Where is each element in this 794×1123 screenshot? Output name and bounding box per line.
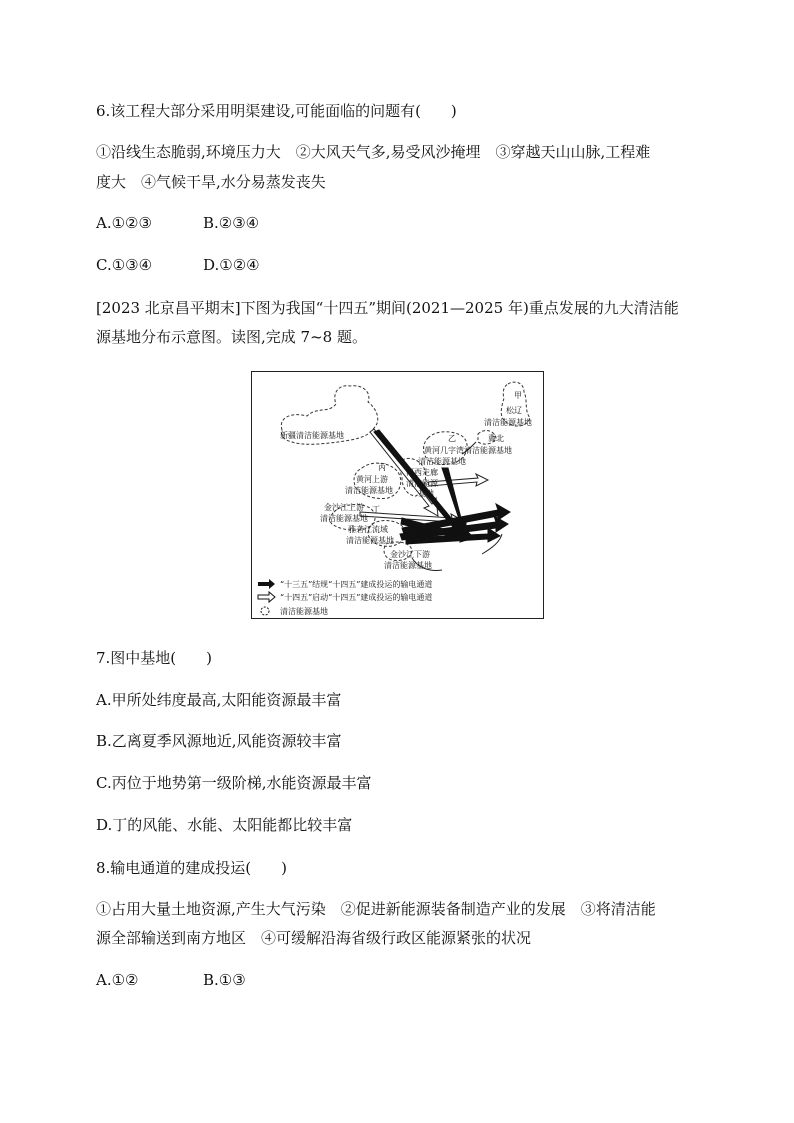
legend-solid-arrow-icon [258, 579, 275, 589]
question-6-options-row1 [96, 213, 310, 233]
label-jinsha-upper-base: 清洁能源基地 [320, 514, 368, 523]
question-6-option-b[interactable]: B.②③④ [203, 214, 260, 232]
label-hexi-base1: 清洁能源 [406, 479, 438, 488]
label-hexi: 河西走廊 [406, 468, 438, 477]
question-7-option-a[interactable]: A.甲所处纬度最高,太阳能资源最丰富 [96, 691, 342, 709]
question-6-option-a[interactable]: A.①②③ [96, 214, 152, 232]
question-8-options-row1 [96, 970, 310, 990]
label-yi: 乙 [448, 434, 456, 443]
legend-hollow-arrow-icon [258, 592, 275, 602]
label-ding: 丁 [372, 505, 380, 514]
label-jinsha-lower: 金沙江下游 [390, 550, 430, 559]
label-yalong-base: 清洁能源基地 [346, 536, 394, 545]
question-6-option-d[interactable]: D.①②④ [203, 256, 260, 274]
legend-base-icon [261, 607, 269, 615]
legend-hollow-arrow-label: “十四五”启动“十四五”建成投运的输电通道 [280, 593, 433, 602]
label-xinjiang-base: 新疆清洁能源基地 [280, 431, 344, 440]
label-jia: 甲 [514, 391, 522, 400]
question-7-option-d[interactable]: D.丁的风能、水能、太阳能都比较丰富 [96, 816, 353, 834]
label-huanghe-jizi: 黄河几字湾清洁能源基地 [424, 446, 512, 455]
question-6-statements-line2: 度大 ④气候干旱,水分易蒸发丧失 [96, 173, 326, 191]
question-8-statements-line1: ①占用大量土地资源,产生大气污染 ②促进新能源装备制造产业的发展 ③将清洁能 [96, 900, 656, 918]
question-7-option-b[interactable]: B.乙离夏季风源地近,风能资源较丰富 [96, 732, 342, 750]
label-songliao-base: 清洁能源基地 [484, 418, 532, 427]
question-6-option-c[interactable]: C.①③④ [96, 256, 153, 274]
label-huanghe-jizi-base: 清洁能源基地 [418, 457, 466, 466]
question-6-stem: 6.该工程大部分采用明渠建设,可能面临的问题有( ) [96, 102, 457, 120]
label-jinsha-lower-base: 清洁能源基地 [384, 561, 432, 570]
legend-base-label: 清洁能源基地 [280, 607, 328, 616]
label-jibei: 冀北 [488, 434, 504, 443]
passage-intro-line1: [2023 北京昌平期末]下图为我国“十四五”期间(2021—2025 年)重点发展的九大清洁能 [96, 299, 679, 317]
passage-intro-line2: 源基地分布示意图。读图,完成 7~8 题。 [96, 328, 367, 346]
question-6-options-row2 [96, 255, 310, 275]
label-huanghe-upper-base: 清洁能源基地 [345, 486, 393, 495]
question-8-stem: 8.输电通道的建成投运( ) [96, 859, 288, 877]
question-8-option-a[interactable]: A.①② [96, 971, 139, 989]
label-yalong: 雅砻江流域 [348, 525, 388, 534]
question-8-option-b[interactable]: B.①③ [203, 971, 246, 989]
question-6-statements-line1: ①沿线生态脆弱,环境压力大 ②大风天气多,易受风沙掩埋 ③穿越天山山脉,工程难 [96, 143, 651, 161]
label-jinsha-upper: 金沙江上游 [324, 503, 364, 512]
label-hexi-base2: 基地 [418, 489, 434, 498]
label-songliao: 松辽 [506, 406, 522, 415]
question-8-statements-line2: 源全部输送到南方地区 ④可缓解沿海省级行政区能源紧张的状况 [96, 929, 532, 947]
question-7-option-c[interactable]: C.丙位于地势第一级阶梯,水能资源最丰富 [96, 774, 372, 792]
clean-energy-base-map [251, 371, 544, 619]
label-huanghe-upper: 黄河上游 [356, 475, 388, 484]
legend-solid-arrow-label: “十三五”结规“十四五”建成投运的输电通道 [280, 580, 433, 589]
question-7-stem: 7.图中基地( ) [96, 649, 213, 667]
label-bing: 丙 [378, 463, 386, 472]
